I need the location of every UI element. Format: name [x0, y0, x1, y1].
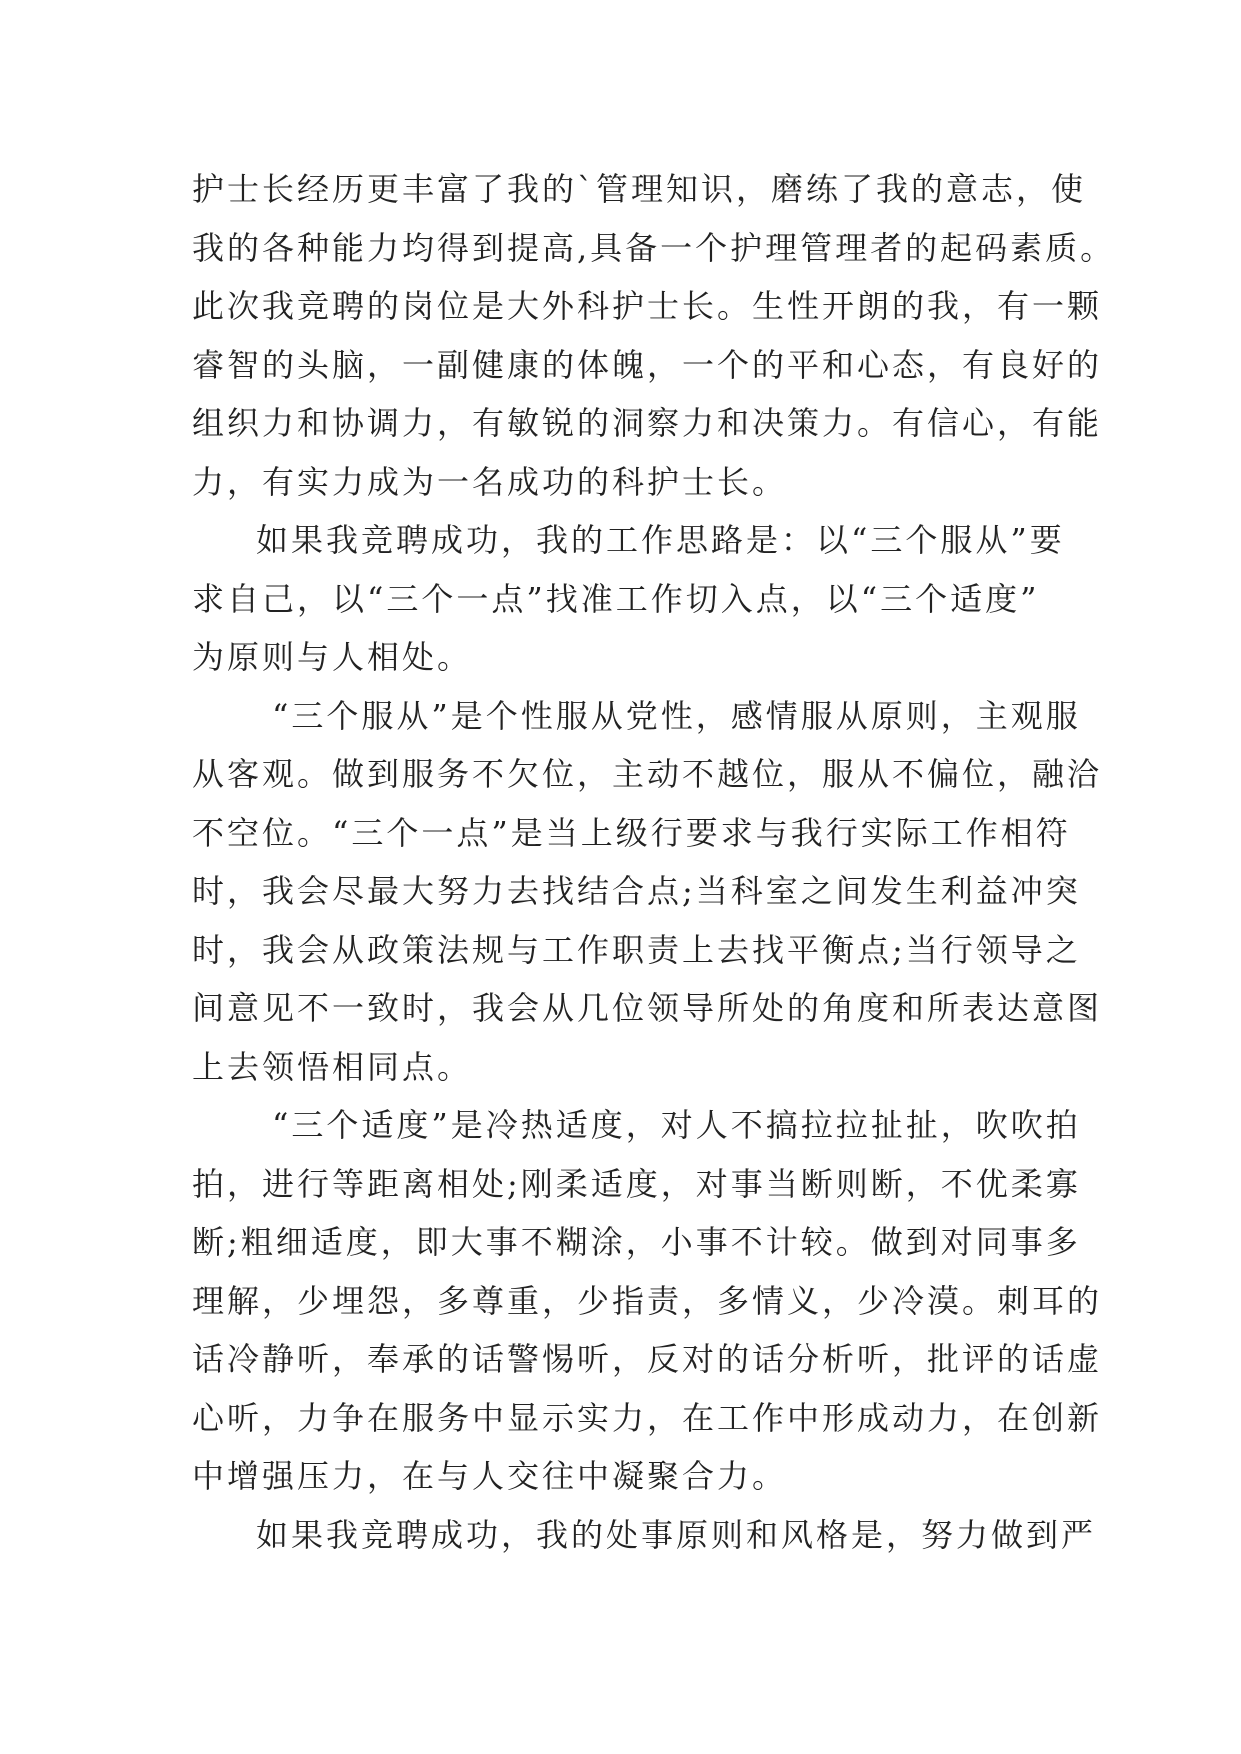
text-line: 护士长经历更丰富了我的`管理知识，磨练了我的意志，使 — [192, 170, 1087, 208]
text-line: 间意见不一致时，我会从几位领导所处的角度和所表达意图 — [192, 989, 1103, 1027]
text-line: 求自己，以“三个一点”找准工作切入点，以“三个适度” — [192, 579, 1040, 618]
text-line: 断;粗细适度，即大事不糊涂，小事不计较。做到对同事多 — [192, 1223, 1081, 1261]
text-line: 时，我会尽最大努力去找结合点;当科室之间发生利益冲突 — [192, 872, 1081, 910]
text-line: 组织力和协调力，有敏锐的洞察力和决策力。有信心，有能 — [192, 404, 1103, 442]
paragraph-first-line: “三个服从”是个性服从党性，感情服从原则，主观服 — [272, 696, 1081, 735]
text-line: 时，我会从政策法规与工作职责上去找平衡点;当行领导之 — [192, 930, 1081, 969]
text-line: 中增强压力，在与人交往中凝聚合力。 — [192, 1457, 788, 1495]
paragraph-first-line: “三个适度”是冷热适度，对人不搞拉拉扯扯，吹吹拍 — [272, 1106, 1081, 1144]
text-line: 此次我竞聘的岗位是大外科护士长。生性开朗的我，有一颗 — [192, 287, 1103, 325]
text-line: 为原则与人相处。 — [192, 638, 473, 676]
text-line: 不空位。“三个一点”是当上级行要求与我行实际工作相符 — [192, 813, 1071, 852]
paragraph-first-line: 如果我竞聘成功，我的处事原则和风格是，努力做到严 — [256, 1515, 1097, 1554]
text-line: 心听，力争在服务中显示实力，在工作中形成动力，在创新 — [192, 1398, 1103, 1437]
text-line: 话冷静听，奉承的话警惕听，反对的话分析听，批评的话虚 — [192, 1340, 1103, 1378]
text-line: 拍，进行等距离相处;刚柔适度，对事当断则断，不优柔寡 — [192, 1164, 1081, 1203]
document-body — [192, 160, 1116, 1564]
text-line: 理解，少埋怨，多尊重，少指责，多情义，少冷漠。刺耳的 — [192, 1281, 1103, 1320]
text-line: 睿智的头脑，一副健康的体魄，一个的平和心态，有良好的 — [192, 345, 1103, 384]
text-line: 力，有实力成为一名成功的科护士长。 — [192, 462, 788, 501]
text-line: 上去领悟相同点。 — [192, 1047, 473, 1086]
text-line: 从客观。做到服务不欠位，主动不越位，服从不偏位，融洽 — [192, 755, 1103, 793]
paragraph-first-line: 如果我竞聘成功，我的工作思路是：以“三个服从”要 — [256, 521, 1065, 559]
text-line: 我的各种能力均得到提高,具备一个护理管理者的起码素质。 — [192, 228, 1116, 267]
